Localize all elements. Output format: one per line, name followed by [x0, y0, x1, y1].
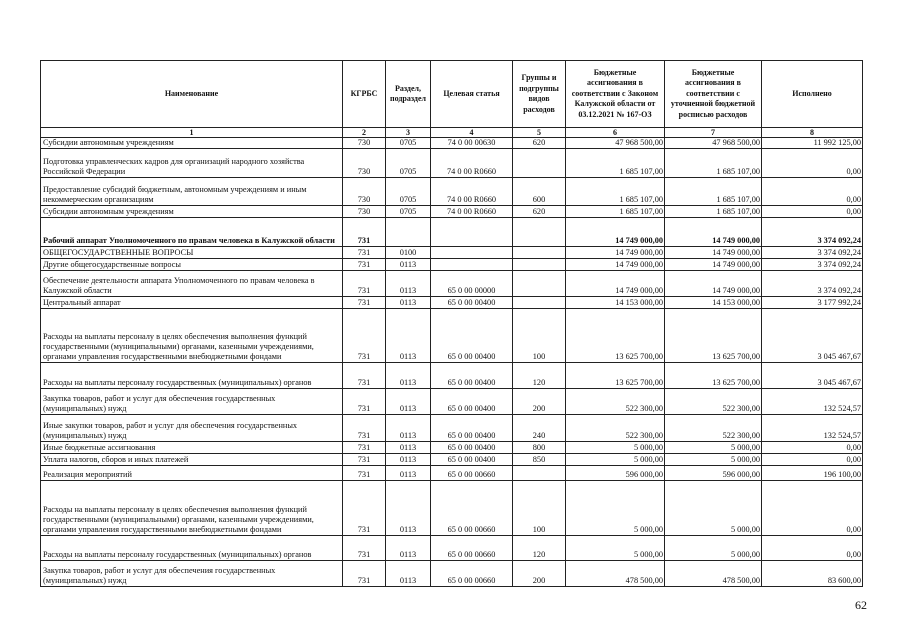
column-number: 7: [665, 128, 762, 138]
table-row: [41, 389, 863, 415]
cell-razdel: 0705: [386, 138, 431, 149]
cell-law: 5 000,00: [566, 481, 665, 536]
cell-target: [431, 218, 513, 247]
cell-refined: 47 968 500,00: [665, 138, 762, 149]
cell-done: 0,00: [762, 206, 863, 218]
cell-done: 0,00: [762, 178, 863, 206]
cell-group: 240: [513, 415, 566, 442]
cell-done: 132 524,57: [762, 389, 863, 415]
column-number: 3: [386, 128, 431, 138]
column-number: 6: [566, 128, 665, 138]
cell-group: 800: [513, 442, 566, 454]
cell-group: 200: [513, 561, 566, 587]
cell-kgrbs: 731: [343, 466, 386, 481]
cell-kgrbs: 730: [343, 206, 386, 218]
cell-kgrbs: 731: [343, 481, 386, 536]
cell-name: Закупка товаров, работ и услуг для обеспечения государственных (муниципальных) нужд: [41, 561, 343, 587]
cell-kgrbs: 731: [343, 536, 386, 561]
cell-law: 13 625 700,00: [566, 363, 665, 389]
table-row: [41, 297, 863, 309]
cell-group: [513, 297, 566, 309]
cell-razdel: 0113: [386, 309, 431, 363]
table-row: [41, 415, 863, 442]
cell-refined: 522 300,00: [665, 415, 762, 442]
cell-group: 100: [513, 309, 566, 363]
cell-razdel: 0113: [386, 271, 431, 297]
cell-razdel: [386, 218, 431, 247]
cell-law: 5 000,00: [566, 536, 665, 561]
cell-kgrbs: 731: [343, 218, 386, 247]
cell-law: 596 000,00: [566, 466, 665, 481]
cell-done: 0,00: [762, 481, 863, 536]
table-row: [41, 138, 863, 149]
cell-law: 14 749 000,00: [566, 259, 665, 271]
cell-target: 65 0 00 00400: [431, 309, 513, 363]
cell-done: 3 045 467,67: [762, 363, 863, 389]
cell-refined: 13 625 700,00: [665, 309, 762, 363]
table-body: [41, 138, 863, 587]
cell-target: 65 0 00 00400: [431, 415, 513, 442]
cell-done: 0,00: [762, 149, 863, 178]
cell-razdel: 0113: [386, 415, 431, 442]
cell-group: [513, 218, 566, 247]
table-row: [41, 206, 863, 218]
cell-law: 1 685 107,00: [566, 149, 665, 178]
cell-refined: 5 000,00: [665, 536, 762, 561]
cell-name: Предоставление субсидий бюджетным, автономным учреждениям и иным некоммерческим организациям: [41, 178, 343, 206]
cell-refined: 13 625 700,00: [665, 363, 762, 389]
cell-law: 1 685 107,00: [566, 178, 665, 206]
cell-refined: 478 500,00: [665, 561, 762, 587]
column-number: 8: [762, 128, 863, 138]
cell-kgrbs: 731: [343, 415, 386, 442]
cell-done: 3 045 467,67: [762, 309, 863, 363]
cell-name: Субсидии автономным учреждениям: [41, 138, 343, 149]
cell-law: 14 153 000,00: [566, 297, 665, 309]
header-refined: Бюджетные ассигнования в соответствии с уточненной бюджетной росписью расходов: [665, 61, 762, 128]
cell-razdel: 0113: [386, 363, 431, 389]
cell-group: 120: [513, 536, 566, 561]
cell-group: 620: [513, 138, 566, 149]
page-number: 62: [855, 598, 867, 612]
cell-name: Рабочий аппарат Уполномоченного по правам человека в Калужской области: [41, 218, 343, 247]
cell-law: 5 000,00: [566, 454, 665, 466]
cell-refined: 596 000,00: [665, 466, 762, 481]
cell-law: 47 968 500,00: [566, 138, 665, 149]
cell-razdel: 0113: [386, 561, 431, 587]
cell-refined: 14 749 000,00: [665, 271, 762, 297]
cell-group: 600: [513, 178, 566, 206]
cell-refined: 1 685 107,00: [665, 149, 762, 178]
cell-refined: 5 000,00: [665, 481, 762, 536]
header-razdel: Раздел, подраздел: [386, 61, 431, 128]
cell-kgrbs: 731: [343, 297, 386, 309]
cell-group: [513, 271, 566, 297]
table-row: [41, 271, 863, 297]
cell-name: Расходы на выплаты персоналу в целях обеспечения выполнения функций государственными (муниципальными) органами, казенными учреждениями, органами управления государственными внебюджетными фондами: [41, 481, 343, 536]
cell-group: 120: [513, 363, 566, 389]
column-number: 4: [431, 128, 513, 138]
cell-law: 14 749 000,00: [566, 271, 665, 297]
cell-refined: 14 749 000,00: [665, 247, 762, 259]
cell-group: 200: [513, 389, 566, 415]
cell-done: 0,00: [762, 442, 863, 454]
cell-target: [431, 247, 513, 259]
header-name: Наименование: [41, 61, 343, 128]
header-target: Целевая статья: [431, 61, 513, 128]
cell-razdel: 0705: [386, 178, 431, 206]
cell-refined: 522 300,00: [665, 389, 762, 415]
cell-refined: 14 153 000,00: [665, 297, 762, 309]
table-row: [41, 247, 863, 259]
cell-target: 74 0 00 R0660: [431, 149, 513, 178]
cell-target: 65 0 00 00400: [431, 442, 513, 454]
cell-law: 522 300,00: [566, 415, 665, 442]
cell-law: 522 300,00: [566, 389, 665, 415]
cell-razdel: 0113: [386, 442, 431, 454]
cell-kgrbs: 730: [343, 178, 386, 206]
column-number: 1: [41, 128, 343, 138]
cell-done: 11 992 125,00: [762, 138, 863, 149]
cell-target: 65 0 00 00660: [431, 561, 513, 587]
table-row: [41, 309, 863, 363]
cell-done: 3 374 092,24: [762, 271, 863, 297]
table-row: [41, 466, 863, 481]
cell-group: 620: [513, 206, 566, 218]
cell-kgrbs: 730: [343, 138, 386, 149]
cell-kgrbs: 731: [343, 271, 386, 297]
cell-name: Расходы на выплаты персоналу в целях обеспечения выполнения функций государственными (муниципальными) органами, казенными учреждениями, органами управления государственными внебюджетными фондами: [41, 309, 343, 363]
cell-kgrbs: 731: [343, 309, 386, 363]
cell-group: [513, 247, 566, 259]
table-row: [41, 149, 863, 178]
table-row: [41, 363, 863, 389]
cell-kgrbs: 731: [343, 389, 386, 415]
cell-target: 65 0 00 00400: [431, 363, 513, 389]
cell-target: 65 0 00 00400: [431, 297, 513, 309]
cell-law: 478 500,00: [566, 561, 665, 587]
cell-kgrbs: 731: [343, 247, 386, 259]
cell-name: Иные бюджетные ассигнования: [41, 442, 343, 454]
cell-target: 65 0 00 00660: [431, 481, 513, 536]
cell-done: 3 374 092,24: [762, 218, 863, 247]
cell-name: Субсидии автономным учреждениям: [41, 206, 343, 218]
table-row: [41, 442, 863, 454]
column-number: 5: [513, 128, 566, 138]
table-row: [41, 536, 863, 561]
cell-razdel: 0705: [386, 206, 431, 218]
table-row: [41, 259, 863, 271]
table-row: [41, 178, 863, 206]
cell-refined: 1 685 107,00: [665, 178, 762, 206]
cell-done: 83 600,00: [762, 561, 863, 587]
header-kgrbs: КГРБС: [343, 61, 386, 128]
cell-target: 65 0 00 00660: [431, 536, 513, 561]
cell-refined: 14 749 000,00: [665, 259, 762, 271]
cell-razdel: 0113: [386, 536, 431, 561]
cell-law: 5 000,00: [566, 442, 665, 454]
header-done: Исполнено: [762, 61, 863, 128]
cell-kgrbs: 731: [343, 363, 386, 389]
cell-name: Центральный аппарат: [41, 297, 343, 309]
cell-target: 74 0 00 00630: [431, 138, 513, 149]
cell-kgrbs: 730: [343, 149, 386, 178]
table-row: [41, 454, 863, 466]
cell-group: [513, 466, 566, 481]
cell-law: 13 625 700,00: [566, 309, 665, 363]
cell-group: 100: [513, 481, 566, 536]
cell-name: Подготовка управленческих кадров для организаций народного хозяйства Российской Федерации: [41, 149, 343, 178]
cell-done: 0,00: [762, 536, 863, 561]
table-row: [41, 218, 863, 247]
budget-table: [40, 60, 863, 587]
cell-kgrbs: 731: [343, 442, 386, 454]
table-row: [41, 561, 863, 587]
cell-razdel: 0113: [386, 466, 431, 481]
cell-target: [431, 259, 513, 271]
cell-name: Обеспечение деятельности аппарата Уполномоченного по правам человека в Калужской области: [41, 271, 343, 297]
cell-kgrbs: 731: [343, 561, 386, 587]
cell-razdel: 0705: [386, 149, 431, 178]
cell-target: 65 0 00 00400: [431, 454, 513, 466]
cell-name: Расходы на выплаты персоналу государственных (муниципальных) органов: [41, 363, 343, 389]
cell-done: 3 374 092,24: [762, 259, 863, 271]
cell-razdel: 0100: [386, 247, 431, 259]
cell-done: 0,00: [762, 454, 863, 466]
cell-group: 850: [513, 454, 566, 466]
column-number: 2: [343, 128, 386, 138]
cell-target: 74 0 00 R0660: [431, 178, 513, 206]
cell-target: 74 0 00 R0660: [431, 206, 513, 218]
header-group: Группы и подгруппы видов расходов: [513, 61, 566, 128]
cell-razdel: 0113: [386, 297, 431, 309]
cell-razdel: 0113: [386, 259, 431, 271]
cell-refined: 5 000,00: [665, 454, 762, 466]
cell-name: ОБЩЕГОСУДАРСТВЕННЫЕ ВОПРОСЫ: [41, 247, 343, 259]
cell-done: 132 524,57: [762, 415, 863, 442]
cell-name: Реализация мероприятий: [41, 466, 343, 481]
cell-refined: 14 749 000,00: [665, 218, 762, 247]
cell-done: 3 374 092,24: [762, 247, 863, 259]
cell-name: Иные закупки товаров, работ и услуг для обеспечения государственных (муниципальных) нужд: [41, 415, 343, 442]
cell-group: [513, 259, 566, 271]
cell-razdel: 0113: [386, 481, 431, 536]
cell-done: 3 177 992,24: [762, 297, 863, 309]
cell-kgrbs: 731: [343, 259, 386, 271]
cell-target: 65 0 00 00000: [431, 271, 513, 297]
cell-razdel: 0113: [386, 454, 431, 466]
cell-target: 65 0 00 00660: [431, 466, 513, 481]
header-law: Бюджетные ассигнования в соответствии с Законом Калужской области от 03.12.2021 № 167-ОЗ: [566, 61, 665, 128]
cell-kgrbs: 731: [343, 454, 386, 466]
cell-done: 196 100,00: [762, 466, 863, 481]
cell-razdel: 0113: [386, 389, 431, 415]
cell-name: Закупка товаров, работ и услуг для обеспечения государственных (муниципальных) нужд: [41, 389, 343, 415]
cell-law: 14 749 000,00: [566, 218, 665, 247]
cell-target: 65 0 00 00400: [431, 389, 513, 415]
cell-group: [513, 149, 566, 178]
cell-name: Другие общегосударственные вопросы: [41, 259, 343, 271]
header-row: [41, 61, 863, 128]
cell-law: 14 749 000,00: [566, 247, 665, 259]
column-number-row: [41, 128, 863, 138]
cell-name: Уплата налогов, сборов и иных платежей: [41, 454, 343, 466]
cell-law: 1 685 107,00: [566, 206, 665, 218]
cell-refined: 5 000,00: [665, 442, 762, 454]
cell-name: Расходы на выплаты персоналу государственных (муниципальных) органов: [41, 536, 343, 561]
cell-refined: 1 685 107,00: [665, 206, 762, 218]
table-row: [41, 481, 863, 536]
